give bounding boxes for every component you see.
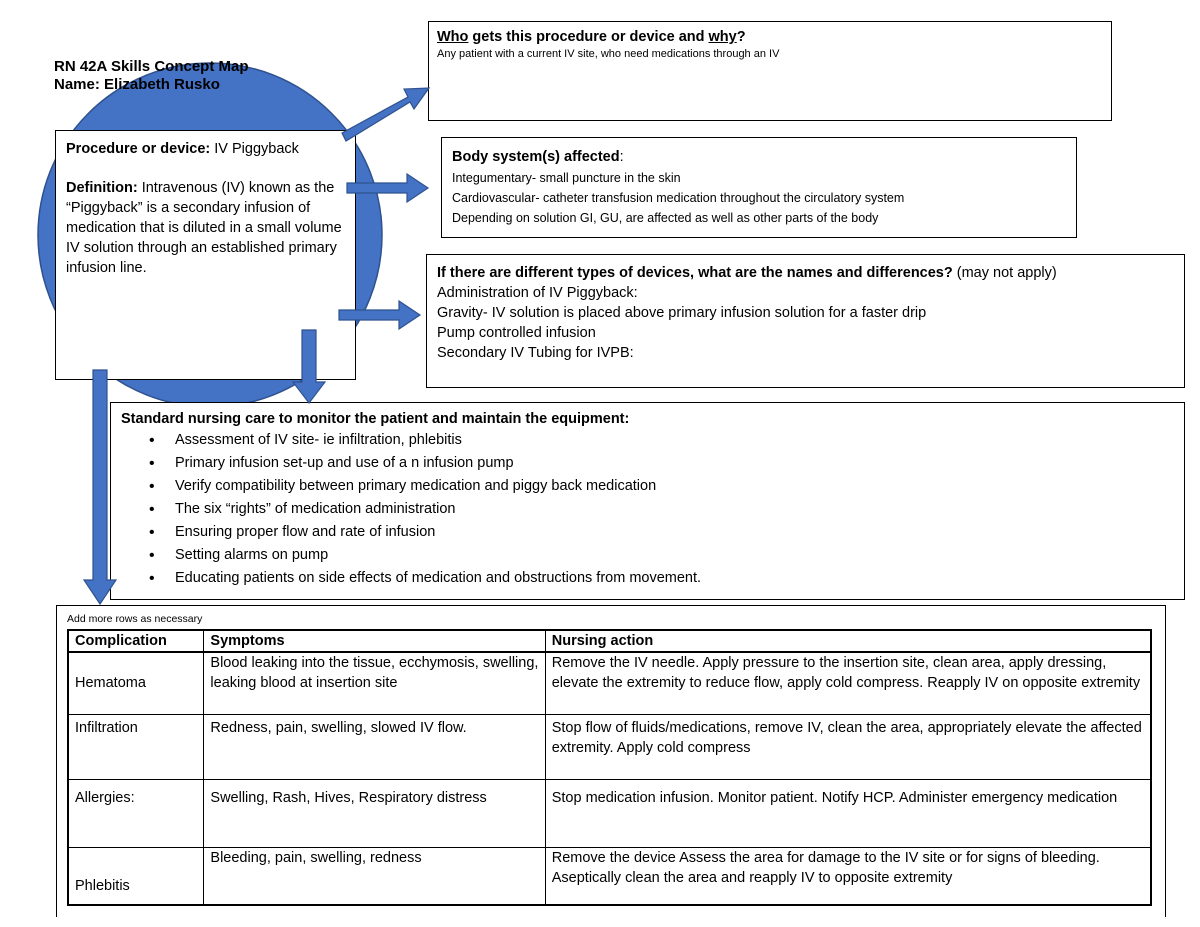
device-types-heading (437, 263, 1174, 283)
nursing-care-heading: Standard nursing care to monitor the patient and maintain the equipment: (121, 411, 630, 427)
table-row (68, 847, 1151, 905)
list-item: • Setting alarms on pump (175, 544, 1174, 567)
complication-cell: Phlebitis (68, 847, 204, 905)
column-header: Symptoms (204, 630, 545, 652)
nursing-care-list (121, 429, 1174, 590)
body-systems-line: Cardiovascular- catheter transfusion medication throughout the circulatory system (452, 191, 905, 205)
list-item: • Primary infusion set-up and use of a n infusion pump (175, 452, 1174, 475)
device-types-heading-note: (may not apply) (952, 265, 1057, 281)
who-heading-end: ? (736, 29, 746, 45)
list-item: • Educating patients on side effects of medication and obstructions from movement. (175, 567, 1174, 590)
device-types-box (426, 254, 1185, 388)
who-heading-who: Who (437, 29, 469, 45)
procedure-value: IV Piggyback (210, 141, 299, 157)
add-rows-note: Add more rows as necessary (67, 613, 203, 625)
procedure-label: Procedure or device: (66, 141, 211, 157)
list-item: • The six “rights” of medication administration (175, 498, 1174, 521)
symptoms-cell: Bleeding, pain, swelling, redness (204, 847, 545, 905)
list-item: • Ensuring proper flow and rate of infusion (175, 521, 1174, 544)
complication-cell: Allergies: (68, 779, 204, 847)
action-cell: Remove the device Assess the area for damage to the IV site or for signs of bleeding. Aseptically clean the area and reapply IV to opposite extremity (545, 847, 1151, 905)
complication-cell: Hematoma (68, 652, 204, 714)
body-systems-heading (452, 146, 1066, 168)
who-heading (437, 28, 1103, 46)
body-systems-line: Integumentary- small puncture in the skin (452, 171, 681, 185)
who-heading-mid: gets this procedure or device and (468, 29, 709, 45)
who-box (428, 21, 1112, 121)
procedure-box (55, 130, 356, 380)
table-row (68, 779, 1151, 847)
column-header: Complication (68, 630, 204, 652)
body-systems-heading-text: Body system(s) affected (452, 149, 620, 165)
definition-label: Definition: (66, 180, 138, 196)
table-header-row (68, 630, 1151, 652)
procedure-line (66, 139, 345, 159)
action-cell: Remove the IV needle. Apply pressure to the insertion site, clean area, apply dressing, elevate the extremity to reduce flow, apply cold compress. Reapply IV on opposite extremity (545, 652, 1151, 714)
device-types-line: Secondary IV Tubing for IVPB: (437, 345, 634, 361)
complication-cell: Infiltration (68, 714, 204, 779)
definition-text (66, 178, 345, 278)
table-row (68, 652, 1151, 714)
device-types-line: Gravity- IV solution is placed above primary infusion solution for a faster drip (437, 305, 927, 321)
page-title: RN 42A Skills Concept Map (54, 58, 249, 75)
student-name: Name: Elizabeth Rusko (54, 76, 220, 93)
body-systems-box (441, 137, 1077, 238)
who-heading-why: why (708, 29, 737, 45)
list-item: • Verify compatibility between primary medication and piggy back medication (175, 475, 1174, 498)
definition-body: Intravenous (IV) known as the “Piggyback” is a secondary infusion of medication that is diluted in a small volume IV solution through an established primary infusion line. (66, 180, 342, 276)
nursing-care-box (110, 402, 1185, 600)
symptoms-cell: Swelling, Rash, Hives, Respiratory distress (204, 779, 545, 847)
action-cell: Stop medication infusion. Monitor patient. Notify HCP. Administer emergency medication (545, 779, 1151, 847)
body-systems-line: Depending on solution GI, GU, are affected as well as other parts of the body (452, 211, 879, 225)
complications-table (67, 629, 1152, 906)
action-cell: Stop flow of fluids/medications, remove IV, clean the area, appropriately elevate the affected extremity. Apply cold compress (545, 714, 1151, 779)
table-row (68, 714, 1151, 779)
body-systems-heading-colon: : (619, 149, 624, 165)
symptoms-cell: Redness, pain, swelling, slowed IV flow. (204, 714, 545, 779)
list-item: • Assessment of IV site- ie infiltration, phlebitis (175, 429, 1174, 452)
column-header: Nursing action (545, 630, 1151, 652)
device-types-line: Pump controlled infusion (437, 325, 596, 341)
symptoms-cell: Blood leaking into the tissue, ecchymosis, swelling, leaking blood at insertion site (204, 652, 545, 714)
device-types-line: Administration of IV Piggyback: (437, 285, 638, 301)
device-types-heading-text: If there are different types of devices, what are the names and differences? (437, 265, 953, 281)
who-text: Any patient with a current IV site, who need medications through an IV (437, 48, 780, 60)
